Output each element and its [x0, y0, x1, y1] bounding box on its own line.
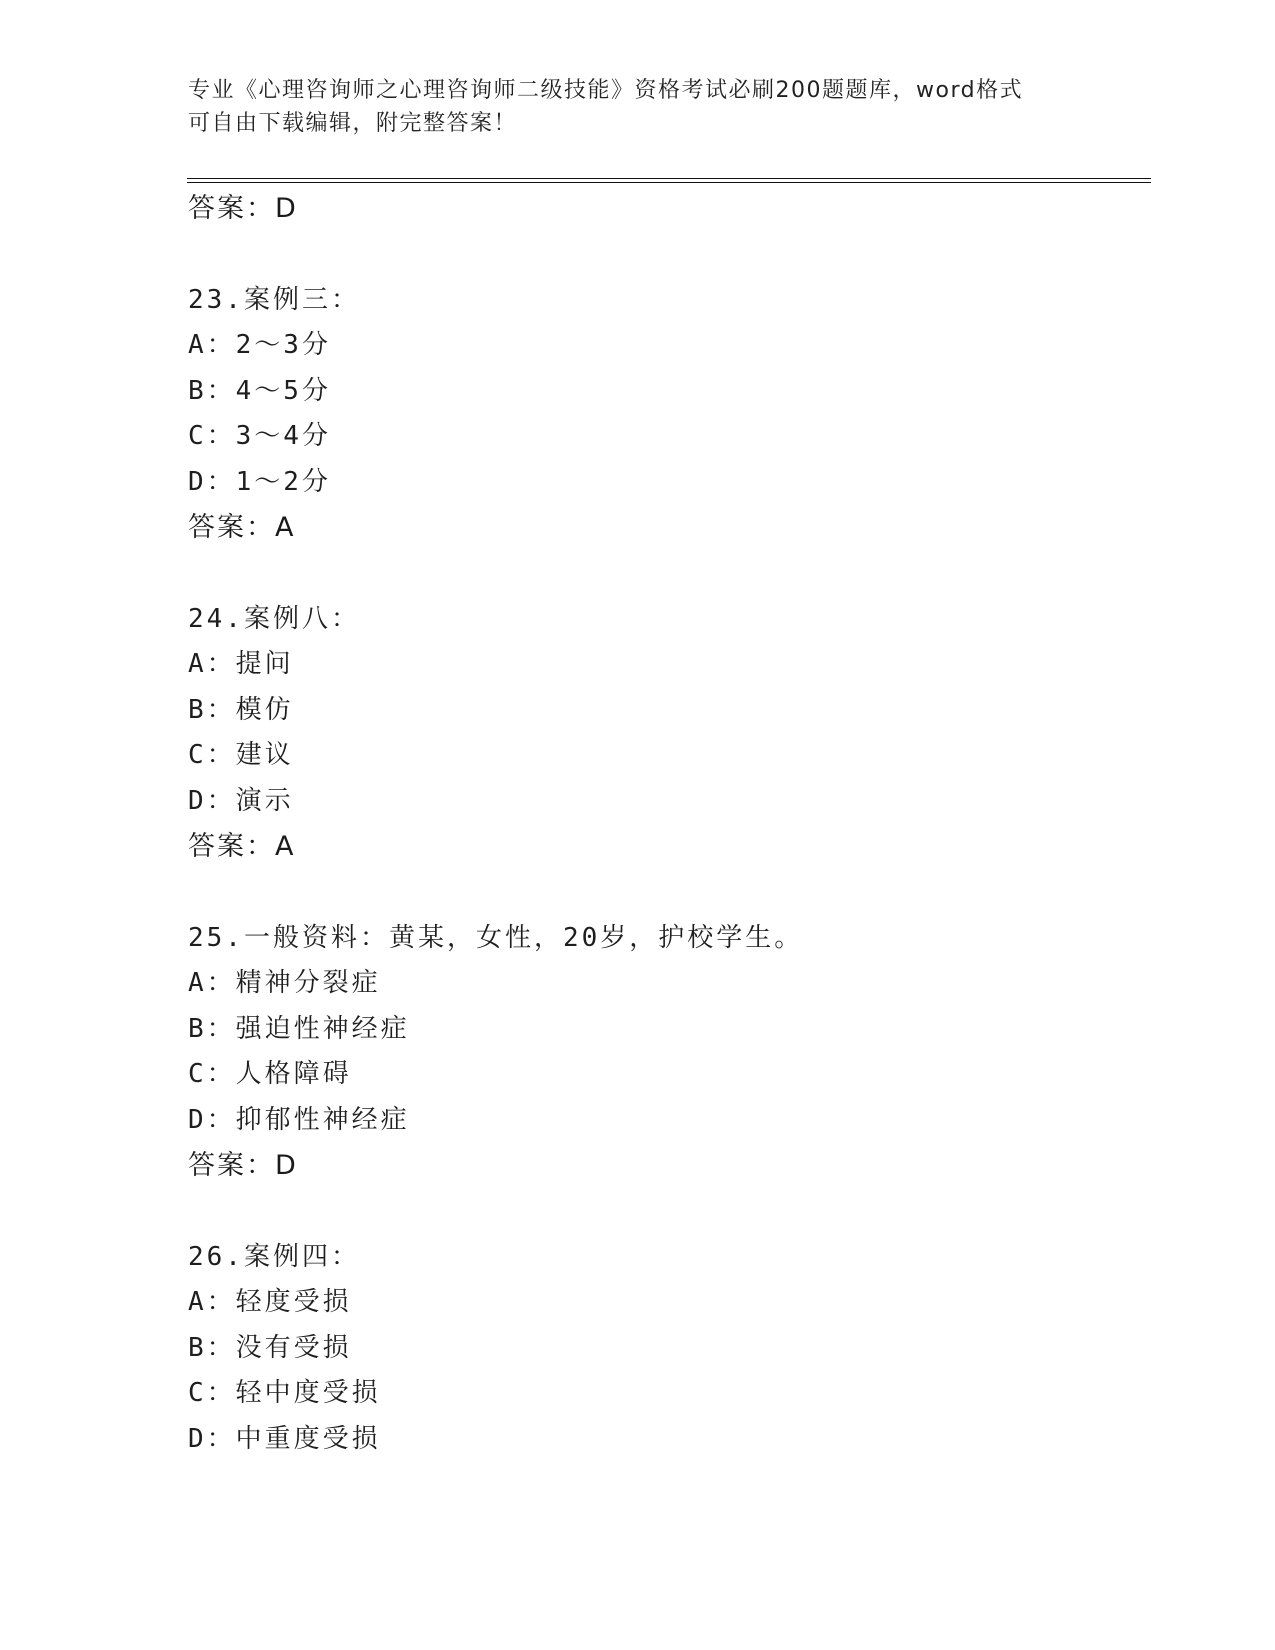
- option-a: A：提问: [188, 649, 294, 679]
- question-title: 26.案例四：: [188, 1241, 360, 1272]
- question-title: 24.案例八：: [188, 603, 360, 634]
- answer-line: 答案：D: [188, 193, 298, 224]
- header-divider-top: [187, 178, 1151, 179]
- question-23: [188, 278, 1148, 551]
- header-line-1: 专业《心理咨询师之心理咨询师二级技能》资格考试必刷200题题库，word格式: [188, 78, 1024, 103]
- option-d: D：中重度受损: [188, 1423, 381, 1454]
- option-c: C：人格障碍: [188, 1059, 352, 1089]
- option-d: D：1～2分: [188, 466, 331, 497]
- option-a: A：2～3分: [188, 330, 331, 360]
- header-divider-bottom: [187, 182, 1151, 183]
- option-d: D：演示: [188, 785, 294, 816]
- question-25: [188, 916, 1148, 1189]
- answer-line: 答案：A: [188, 831, 296, 862]
- question-title: 25.一般资料：黄某，女性，20岁，护校学生。: [188, 922, 804, 953]
- option-d: D：抑郁性神经症: [188, 1104, 410, 1135]
- question-24: [188, 597, 1148, 870]
- question-26: [188, 1235, 1148, 1463]
- option-c: C：轻中度受损: [188, 1378, 381, 1408]
- answer-line: 答案：A: [188, 512, 296, 543]
- option-c: C：建议: [188, 740, 294, 770]
- option-b: B：强迫性神经症: [188, 1013, 410, 1044]
- header-line-2: 可自由下载编辑，附完整答案！: [188, 111, 518, 136]
- option-b: B：没有受损: [188, 1332, 352, 1363]
- option-b: B：4～5分: [188, 375, 331, 406]
- option-a: A：精神分裂症: [188, 968, 381, 998]
- option-c: C：3～4分: [188, 421, 331, 451]
- option-a: A：轻度受损: [188, 1287, 352, 1317]
- question-title: 23.案例三：: [188, 284, 360, 315]
- document-header: [188, 74, 1088, 140]
- question-list: [188, 186, 1148, 1462]
- option-b: B：模仿: [188, 694, 294, 725]
- answer-line: 答案：D: [188, 1150, 298, 1181]
